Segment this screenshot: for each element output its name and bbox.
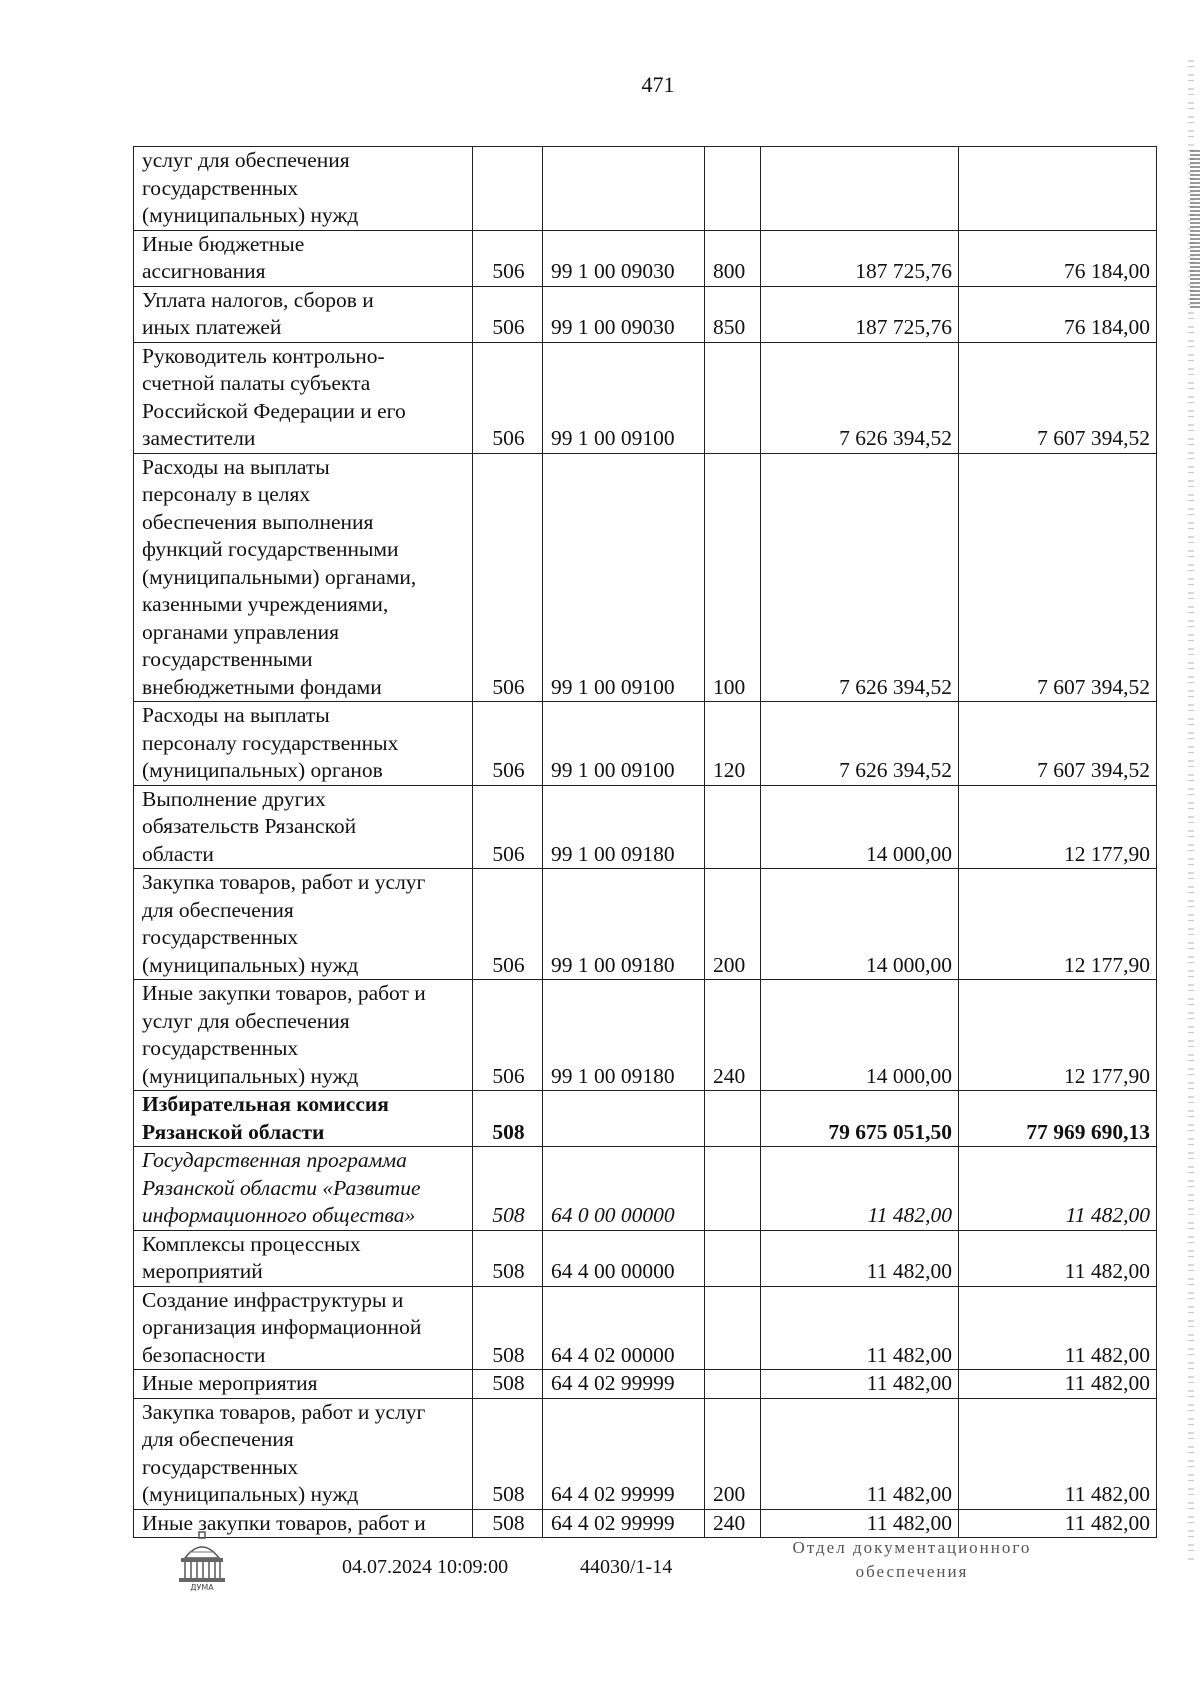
- cell-csr: 99 1 00 09180: [543, 980, 705, 1091]
- cell-csr: 64 4 02 99999: [543, 1509, 705, 1538]
- cell-name-line: (муниципальных) нужд: [142, 203, 359, 227]
- cell-name-line: (муниципальных) нужд: [142, 952, 359, 977]
- cell-gr: 508: [473, 1230, 543, 1286]
- cell-csr: 99 1 00 09100: [543, 453, 705, 702]
- stamp-line-1: Отдел документационного: [792, 1538, 1032, 1557]
- cell-gr: 506: [473, 342, 543, 453]
- cell-name-line: услуг для обеспечения: [142, 148, 350, 172]
- cell-name-line: мероприятий: [142, 1259, 263, 1283]
- cell-sum-2: 77 969 690,13: [959, 1091, 1157, 1147]
- cell-name-line: заместители: [142, 426, 256, 450]
- cell-sum-1: 7 626 394,52: [761, 342, 959, 453]
- cell-name-line: Руководитель контрольно-: [142, 343, 385, 368]
- cell-gr: 506: [473, 980, 543, 1091]
- cell-vr: [705, 342, 761, 453]
- cell-name: [134, 147, 473, 231]
- cell-vr: 800: [705, 230, 761, 286]
- cell-name-line: внебюджетными фондами: [142, 674, 382, 699]
- cell-csr: 64 4 02 00000: [543, 1286, 705, 1370]
- cell-gr: 508: [473, 1370, 543, 1399]
- cell-gr: 508: [473, 1398, 543, 1509]
- cell-vr: 200: [705, 1398, 761, 1509]
- cell-sum-1: 11 482,00: [761, 1230, 959, 1286]
- cell-sum-2: 11 482,00: [959, 1370, 1157, 1399]
- table-row: [134, 1286, 1157, 1370]
- cell-vr: [705, 1286, 761, 1370]
- cell-name-line: области: [142, 841, 214, 866]
- cell-name-line: услуг для обеспечения: [142, 1008, 350, 1033]
- cell-name: [134, 342, 473, 453]
- footer-registration-number: 44030/1-14: [580, 1556, 673, 1578]
- cell-sum-1: 79 675 051,50: [761, 1091, 959, 1147]
- cell-sum-1: 14 000,00: [761, 869, 959, 980]
- cell-sum-1: 14 000,00: [761, 980, 959, 1091]
- cell-csr: 99 1 00 09030: [543, 230, 705, 286]
- cell-csr: 64 4 02 99999: [543, 1398, 705, 1509]
- cell-sum-2: 11 482,00: [959, 1398, 1157, 1509]
- cell-name-line: счетной палаты субъекта: [142, 371, 371, 395]
- cell-sum-2: 11 482,00: [959, 1147, 1157, 1231]
- cell-sum-2: 76 184,00: [959, 286, 1157, 342]
- cell-gr: 506: [473, 702, 543, 786]
- cell-name-line: обеспечения выполнения: [142, 509, 374, 534]
- cell-csr: 99 1 00 09180: [543, 869, 705, 980]
- cell-name-line: органами управления: [142, 619, 339, 644]
- cell-gr: 506: [473, 785, 543, 869]
- table-row: [134, 1147, 1157, 1231]
- cell-vr: 240: [705, 1509, 761, 1538]
- cell-name-line: Уплата налогов, сборов и: [142, 287, 374, 312]
- table-row: [134, 230, 1157, 286]
- cell-sum-1: [761, 147, 959, 231]
- cell-name-line: (муниципальных) нужд: [142, 1482, 359, 1506]
- cell-sum-2: [959, 147, 1157, 231]
- cell-gr: 506: [473, 230, 543, 286]
- cell-name-line: (муниципальными) органами,: [142, 564, 417, 589]
- table-row: [134, 1370, 1157, 1399]
- cell-vr: [705, 1230, 761, 1286]
- cell-name: [134, 1091, 473, 1147]
- cell-name-line: Государственная программа: [142, 1148, 407, 1172]
- cell-gr: 506: [473, 453, 543, 702]
- cell-vr: 240: [705, 980, 761, 1091]
- table-row: [134, 147, 1157, 231]
- cell-name-line: иных платежей: [142, 315, 282, 339]
- cell-vr: 120: [705, 702, 761, 786]
- cell-name-line: государственных: [142, 925, 299, 949]
- table-row: [134, 1398, 1157, 1509]
- cell-csr: [543, 147, 705, 231]
- cell-name-line: для обеспечения: [142, 897, 294, 922]
- cell-name: [134, 1286, 473, 1370]
- cell-sum-1: 11 482,00: [761, 1147, 959, 1231]
- duma-logo-icon: [173, 1530, 231, 1592]
- department-stamp: [762, 1536, 1062, 1584]
- table-row: [134, 980, 1157, 1091]
- cell-name-line: ассигнования: [142, 259, 266, 283]
- cell-sum-1: 11 482,00: [761, 1286, 959, 1370]
- cell-name-line: персоналу государственных: [142, 730, 399, 755]
- cell-csr: 99 1 00 09180: [543, 785, 705, 869]
- svg-text:ДУМА: ДУМА: [190, 1583, 214, 1592]
- cell-name-line: государственных: [142, 175, 299, 200]
- cell-sum-2: 12 177,90: [959, 980, 1157, 1091]
- cell-sum-1: 7 626 394,52: [761, 702, 959, 786]
- cell-name-line: государственных: [142, 1036, 299, 1060]
- cell-name-line: Выполнение других: [142, 786, 326, 811]
- cell-sum-2: 7 607 394,52: [959, 453, 1157, 702]
- cell-name: [134, 1398, 473, 1509]
- cell-csr: [543, 1091, 705, 1147]
- cell-name-line: для обеспечения: [142, 1427, 294, 1451]
- cell-name-line: Иные закупки товаров, работ и: [142, 981, 426, 1005]
- table-row: [134, 453, 1157, 702]
- cell-csr: 64 4 00 00000: [543, 1230, 705, 1286]
- cell-name-line: казенными учреждениями,: [142, 592, 389, 616]
- table-row: [134, 342, 1157, 453]
- cell-vr: 200: [705, 869, 761, 980]
- cell-name-line: Рязанской области: [142, 1119, 325, 1144]
- cell-name-line: Закупка товаров, работ и услуг: [142, 1399, 426, 1424]
- cell-gr: [473, 147, 543, 231]
- table-row: [134, 785, 1157, 869]
- cell-name-line: (муниципальных) органов: [142, 758, 383, 782]
- cell-sum-1: 187 725,76: [761, 286, 959, 342]
- cell-vr: [705, 1370, 761, 1399]
- table-row: [134, 702, 1157, 786]
- cell-sum-2: 11 482,00: [959, 1509, 1157, 1538]
- cell-name-line: Расходы на выплаты: [142, 703, 330, 727]
- table-row: [134, 869, 1157, 980]
- cell-gr: 508: [473, 1509, 543, 1538]
- cell-name-line: государственных: [142, 1454, 299, 1479]
- cell-name: [134, 286, 473, 342]
- cell-csr: 99 1 00 09100: [543, 342, 705, 453]
- cell-sum-2: 76 184,00: [959, 230, 1157, 286]
- cell-vr: 100: [705, 453, 761, 702]
- cell-sum-1: 11 482,00: [761, 1370, 959, 1399]
- cell-sum-2: 7 607 394,52: [959, 702, 1157, 786]
- cell-gr: 508: [473, 1091, 543, 1147]
- cell-name-line: информационного общества»: [142, 1203, 416, 1227]
- cell-name: [134, 980, 473, 1091]
- cell-name-line: организация информационной: [142, 1315, 422, 1339]
- cell-name-line: функций государственными: [142, 537, 399, 561]
- cell-name-line: Российской Федерации и его: [142, 398, 406, 423]
- cell-name: [134, 1230, 473, 1286]
- cell-name-line: Рязанской области «Развитие: [142, 1175, 421, 1200]
- cell-name-line: Иные бюджетные: [142, 231, 305, 256]
- cell-name-line: персоналу в целях: [142, 482, 311, 506]
- cell-sum-1: 187 725,76: [761, 230, 959, 286]
- cell-name-line: Иные мероприятия: [142, 1371, 318, 1395]
- cell-vr: [705, 785, 761, 869]
- cell-vr: [705, 1147, 761, 1231]
- cell-csr: 99 1 00 09100: [543, 702, 705, 786]
- budget-table-body: [134, 147, 1157, 1538]
- cell-name: [134, 1147, 473, 1231]
- cell-gr: 506: [473, 869, 543, 980]
- cell-gr: 508: [473, 1286, 543, 1370]
- cell-name-line: Избирательная комиссия: [142, 1092, 389, 1116]
- cell-gr: 506: [473, 286, 543, 342]
- cell-name-line: Закупка товаров, работ и услуг: [142, 870, 426, 894]
- cell-vr: [705, 1091, 761, 1147]
- cell-name-line: Комплексы процессных: [142, 1231, 361, 1256]
- cell-name: [134, 230, 473, 286]
- cell-sum-1: 14 000,00: [761, 785, 959, 869]
- cell-sum-2: 7 607 394,52: [959, 342, 1157, 453]
- cell-sum-2: 12 177,90: [959, 869, 1157, 980]
- cell-name-line: обязательств Рязанской: [142, 814, 357, 838]
- cell-name: [134, 1370, 473, 1399]
- cell-vr: 850: [705, 286, 761, 342]
- scan-marks-artifact: [1190, 150, 1200, 310]
- cell-name: [134, 702, 473, 786]
- table-row: [134, 286, 1157, 342]
- table-row: [134, 1230, 1157, 1286]
- cell-name-line: Расходы на выплаты: [142, 454, 330, 479]
- cell-csr: 64 0 00 00000: [543, 1147, 705, 1231]
- budget-table: [133, 146, 1157, 1538]
- table-row: [134, 1091, 1157, 1147]
- cell-gr: 508: [473, 1147, 543, 1231]
- cell-name-line: Иные закупки товаров, работ и: [142, 1510, 426, 1535]
- cell-sum-1: 11 482,00: [761, 1398, 959, 1509]
- footer-date: 04.07.2024 10:09:00: [342, 1556, 509, 1578]
- cell-sum-2: 11 482,00: [959, 1286, 1157, 1370]
- stamp-line-2: обеспечения: [855, 1562, 969, 1581]
- cell-name: [134, 453, 473, 702]
- cell-sum-2: 12 177,90: [959, 785, 1157, 869]
- cell-sum-1: 11 482,00: [761, 1509, 959, 1538]
- cell-name: [134, 869, 473, 980]
- cell-name-line: безопасности: [142, 1342, 266, 1367]
- cell-csr: 99 1 00 09030: [543, 286, 705, 342]
- cell-sum-2: 11 482,00: [959, 1230, 1157, 1286]
- cell-name: [134, 785, 473, 869]
- cell-vr: [705, 147, 761, 231]
- cell-csr: 64 4 02 99999: [543, 1370, 705, 1399]
- cell-sum-1: 7 626 394,52: [761, 453, 959, 702]
- table-row: [134, 1509, 1157, 1538]
- cell-name-line: Создание инфраструктуры и: [142, 1287, 404, 1312]
- cell-name-line: государственными: [142, 647, 313, 671]
- cell-name-line: (муниципальных) нужд: [142, 1063, 359, 1088]
